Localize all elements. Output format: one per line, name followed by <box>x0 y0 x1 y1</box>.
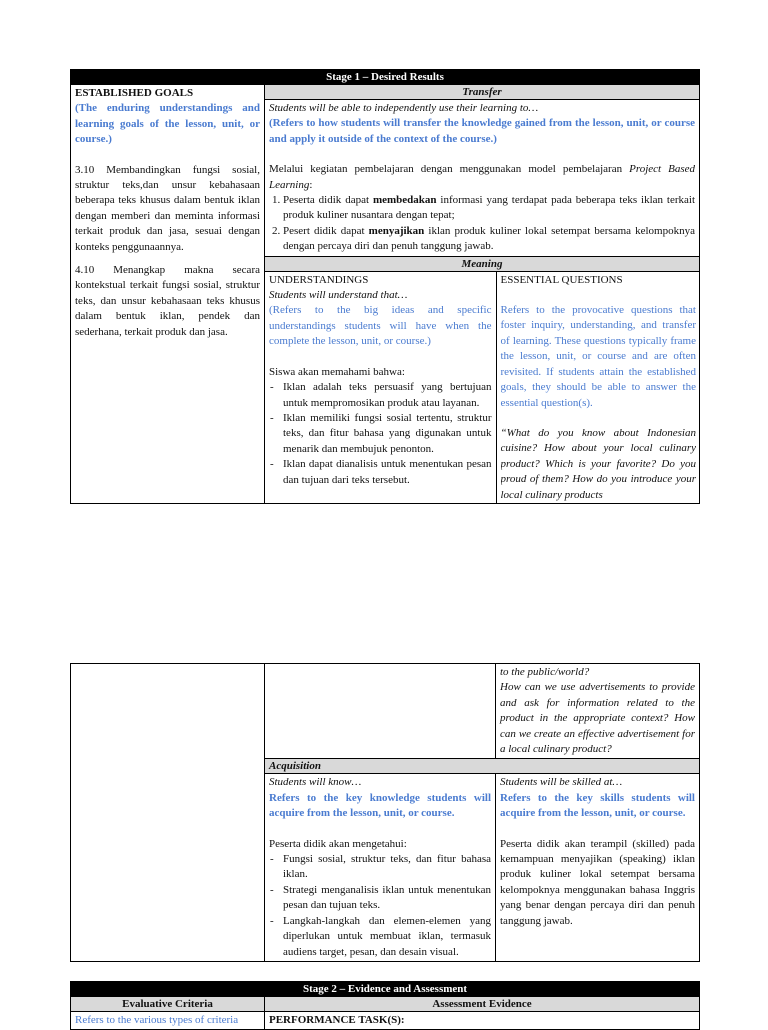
criteria-text: Refers to the various types of criteria <box>71 1012 265 1030</box>
transfer-item-1-post: informasi yang terdapat pada beberapa teks iklan terkait produk kuliner nusantara dengan tepat; <box>283 194 696 222</box>
transfer-list <box>269 193 695 255</box>
knowledge-item: - Fungsi sosial, struktur teks, dan fitur bahasa iklan. <box>283 852 491 883</box>
knowledge-list <box>269 852 491 960</box>
understandings-item: - Iklan memiliki fungsi sosial tertentu, struktur teks, dan fitur bahasa yang digunakan untuk menarik dan membujuk penonton. <box>283 411 492 457</box>
understandings-item: - Iklan adalah teks persuasif yang bertujuan untuk mempromosikan produk atau layanan. <box>283 380 492 411</box>
stage1-table-part2 <box>70 663 700 962</box>
skills-text: Peserta didik akan terampil (skilled) pada kemampuan menyajikan (speaking) iklan produk kuliner lokal setempat bersama kelompoknya menggunakan bahasa Inggris yang benar dengan percaya diri dan penuh tanggung jawab. <box>500 837 695 927</box>
goals-continued-cell <box>71 664 265 962</box>
understandings-heading: UNDERSTANDINGS <box>269 273 369 286</box>
transfer-item-1-bold: membedakan <box>372 194 437 207</box>
transfer-cell <box>265 100 700 257</box>
goals-heading: ESTABLISHED GOALS <box>75 87 194 99</box>
stage2-title: Stage 2 – Evidence and Assessment <box>71 982 700 997</box>
transfer-heading: Transfer <box>265 85 700 100</box>
knowledge-intro: Students will know… <box>269 776 362 789</box>
skills-intro: Students will be skilled at… <box>500 776 623 789</box>
knowledge-lead: Peserta didik akan mengetahui: <box>269 837 407 850</box>
transfer-intro: Students will be able to independently use their learning to… <box>269 102 539 114</box>
understandings-description: (Refers to the big ideas and specific understandings students will have when the complete the lesson, unit, or course.) <box>269 304 492 348</box>
stage2-table <box>70 981 700 1030</box>
transfer-item-1-pre: Peserta didik dapat <box>283 194 373 207</box>
transfer-item-2 <box>283 224 695 255</box>
transfer-lead <box>269 162 695 193</box>
transfer-item-2-bold: menyajikan <box>368 224 425 237</box>
transfer-item-2-pre: Pesert didik dapat <box>283 224 369 237</box>
acquisition-heading: Acquisition <box>265 759 700 774</box>
performance-tasks-heading: PERFORMANCE TASK(S): <box>265 1012 700 1030</box>
knowledge-description: Refers to the key knowledge students will acquire from the lesson, unit, or course. <box>269 791 491 820</box>
kd-3-10: 3.10 Membandingkan fungsi sosial, struktur teks,dan unsur kebahasaan beberapa teks khusus dalam bentuk iklan dengan memberi dan meminta informasi terkait produk dan jasa, sesuai dengan konteks penggunaannya. <box>75 163 260 253</box>
essential-questions-heading: ESSENTIAL QUESTIONS <box>500 273 623 286</box>
understandings-lead: Siswa akan memahami bahwa: <box>269 365 405 378</box>
essential-questions-description: Refers to the provocative questions that foster inquiry, understanding, and transfer of learning. These questions typically frame the lesson, unit, or course and are often revisited. If students attain the established goals, they should be able to answer the essential question(s). <box>500 304 696 409</box>
understandings-continued-cell <box>265 664 496 759</box>
skills-description: Refers to the key skills students will acquire from the lesson, unit, or course. <box>500 791 695 820</box>
knowledge-cell <box>265 774 496 961</box>
transfer-item-2-post: iklan produk kuliner lokal setempat bersama kelompoknya dengan percaya diri dan penuh tanggung jawab. <box>283 224 695 253</box>
understandings-intro: Students will understand that… <box>269 289 408 302</box>
kd-4-10: 4.10 Menangkap makna secara kontekstual terkait fungsi sosial, struktur teks, dan unsur kebahasaan teks khusus dalam bentuk iklan, pendek dan sederhana, terkait produk dan jasa. <box>75 264 260 338</box>
understandings-list <box>269 380 492 488</box>
understandings-item: - Iklan dapat dianalisis untuk menentukan pesan dan tujuan dari teks tersebut. <box>283 457 492 488</box>
transfer-description: (Refers to how students will transfer the knowledge gained from the lesson, unit, or course and apply it outside of the context of the course.) <box>269 117 696 145</box>
goals-description: (The enduring understandings and learning goals of the lesson, unit, or course.) <box>75 102 260 146</box>
skills-cell <box>496 774 700 961</box>
meaning-cell <box>265 271 700 503</box>
essential-questions-cell <box>496 272 700 503</box>
essential-question-continued: to the public/world? <box>500 666 590 678</box>
transfer-lead-text: Melalui kegiatan pembelajaran dengan menggunakan model pembelajaran <box>269 163 630 176</box>
stage1-title: Stage 1 – Desired Results <box>71 70 700 85</box>
meaning-inner-table <box>265 272 700 503</box>
knowledge-item: - Strategi menganalisis iklan untuk menentukan pesan dan tujuan teks. <box>283 883 491 914</box>
knowledge-item: - Langkah-langkah dan elemen-elemen yang diperlukan untuk membuat iklan, termasuk audiens target, pesan, dan desain visual. <box>283 914 491 960</box>
assessment-evidence-heading: Assessment Evidence <box>265 997 700 1012</box>
essential-questions-continued-cell <box>496 664 700 759</box>
evaluative-criteria-heading: Evaluative Criteria <box>71 997 265 1012</box>
understandings-cell <box>265 272 496 503</box>
stage1-table-part1 <box>70 69 700 504</box>
meaning-heading: Meaning <box>265 256 700 271</box>
transfer-item-1 <box>283 193 695 224</box>
transfer-model: Project Based Learning <box>269 163 696 191</box>
transfer-colon: : <box>309 178 313 191</box>
established-goals-cell <box>71 85 265 504</box>
essential-question-followup: How can we use advertisements to provide and ask for information related to the product in the appropriate context? How can we create an effective advertisement for a local culinary product? <box>500 681 695 756</box>
essential-question-text: “What do you know about Indonesian cuisine? How about your local culinary product? Which is your favorite? Do you proud of them? How do you introduce your local culinary products <box>500 426 696 501</box>
